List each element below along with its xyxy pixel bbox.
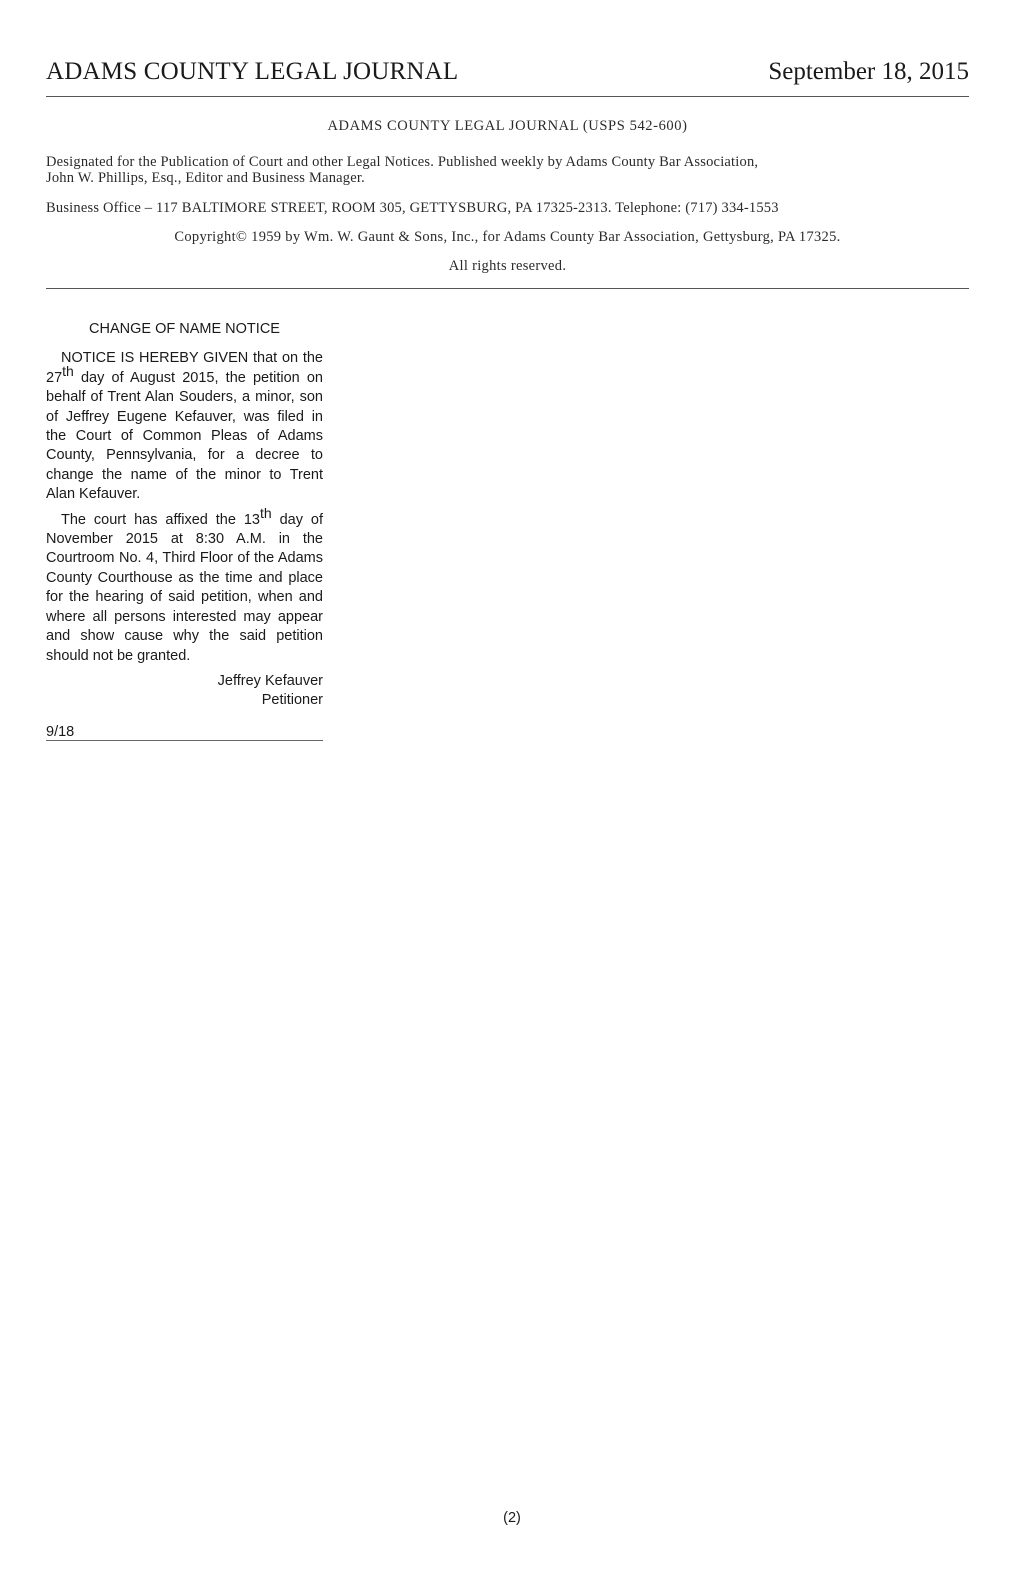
notice-p1-text-b: day of August 2015, the petition on behalf of Trent Alan Souders, a minor, son of Jeffrey Eugene Kefauver, was filed in the Court of Common Pleas of Adams County, Pennsylvania, for a decree to change the name of the minor to Trent Alan Kefauver. [46,369,323,503]
change-of-name-notice [46,320,323,742]
page-number: (2) [503,1510,521,1526]
masthead-editor-line: John W. Phillips, Esq., Editor and Business Manager. [46,170,365,186]
notice-p2-text-a: The court has affixed the 13 [61,511,260,528]
masthead [46,118,969,275]
journal-name: ADAMS COUNTY LEGAL JOURNAL [46,58,459,85]
notice-p1-text-a: NOTICE IS HEREBY GIVEN that on the 27 [46,350,323,386]
notice-p1-ordinal: th [62,362,74,379]
notice-signer: Jeffrey Kefauver [217,672,323,689]
masthead-designation [46,154,969,186]
masthead-designated-line: Designated for the Publication of Court and other Legal Notices. Published weekly by Adams County Bar Association, [46,154,759,170]
notice-heading: CHANGE OF NAME NOTICE [89,321,280,337]
notice-paragraph-2 [46,504,323,666]
masthead-title: ADAMS COUNTY LEGAL JOURNAL (USPS 542-600) [327,118,688,134]
notice-end-rule [46,740,323,741]
notice-p2-ordinal: th [259,504,272,521]
running-header [46,58,969,90]
notice-signer-role: Petitioner [261,692,323,709]
masthead-rule [46,288,969,289]
issue-date: September 18, 2015 [768,58,969,85]
header-rule [46,96,969,97]
masthead-rights: All rights reserved. [448,258,567,274]
notice-paragraph-1 [46,349,323,504]
masthead-copyright: Copyright© 1959 by Wm. W. Gaunt & Sons, Inc., for Adams County Bar Association, Gettysburg, PA 17325. [174,229,841,245]
masthead-business-office: Business Office – 117 BALTIMORE STREET, ROOM 305, GETTYSBURG, PA 17325-2313. Telephone: (717) 334-1553 [46,200,779,216]
notice-date: 9/18 [46,723,75,740]
notice-p2-text-b: day of November 2015 at 8:30 A.M. in the Courtroom No. 4, Third Floor of the Adams County Courthouse as the time and place for the hearing of said petition, when and where all persons interested may appear and show cause why the said petition should not be granted. [46,511,323,664]
